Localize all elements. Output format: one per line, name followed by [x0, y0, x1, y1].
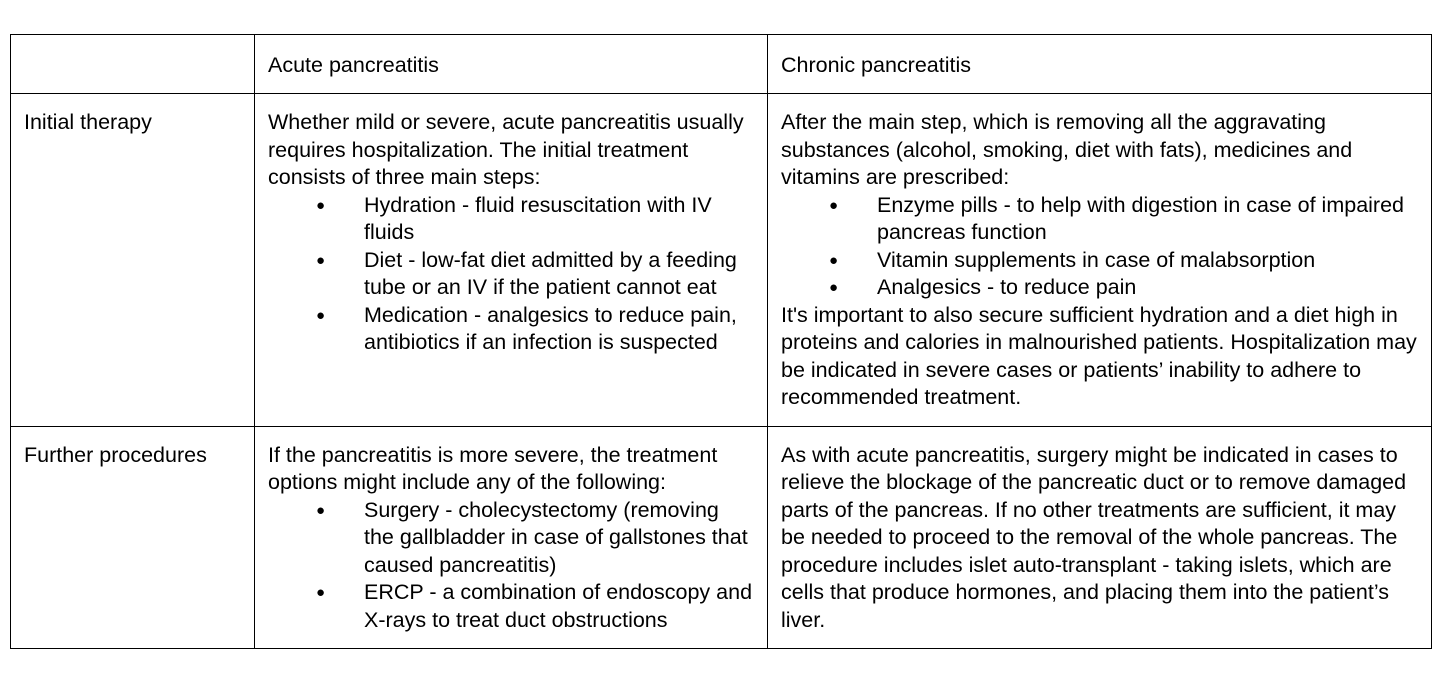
cell-intro-text: If the pancreatitis is more severe, the treatment options might include any of the following:	[268, 442, 718, 494]
header-cell-chronic: Chronic pancreatitis	[768, 35, 1432, 94]
cell-outro-text: It's important to also secure sufficient hydration and a diet high in proteins and calories in malnourished patients. Hospitalization may be indicated in severe cases or patients’ inability to adhere to recommended treatment.	[781, 302, 1417, 409]
list-item: ● Medication - analgesics to reduce pain, antibiotics if an infection is suspected	[268, 302, 754, 357]
bullet-list	[781, 192, 1418, 302]
pancreatitis-treatment-table	[10, 34, 1432, 649]
cell-body-text: As with acute pancreatitis, surgery might be indicated in cases to relieve the blockage of the pancreatic duct or to remove damaged parts of the pancreas. If no other treatments are sufficient, it may be needed to proceed to the removal of the whole pancreas. The procedure includes islet auto-transplant - taking islets, which are cells that produce hormones, and placing them into the patient’s liver.	[781, 442, 1407, 632]
row-label-further-procedures: Further procedures	[11, 426, 255, 649]
table-row-further-procedures	[11, 426, 1432, 649]
list-item: ● Surgery - cholecystectomy (removing the gallbladder in case of gallstones that caused pancreatitis)	[268, 497, 754, 580]
list-item: ● Diet - low-fat diet admitted by a feeding tube or an IV if the patient cannot eat	[268, 247, 754, 302]
cell-chronic-initial-therapy	[768, 94, 1432, 427]
cell-chronic-further-procedures	[768, 426, 1432, 649]
list-item: ● ERCP - a combination of endoscopy and X-rays to treat duct obstructions	[268, 579, 754, 634]
list-item: ● Vitamin supplements in case of malabsorption	[781, 247, 1418, 275]
header-row	[11, 35, 1432, 94]
cell-intro-text: After the main step, which is removing all the aggravating substances (alcohol, smoking, diet with fats), medicines and vitamins are prescribed:	[781, 110, 1353, 189]
cell-intro-text: Whether mild or severe, acute pancreatitis usually requires hospitalization. The initial treatment consists of three main steps:	[268, 110, 744, 189]
header-cell-empty	[11, 35, 255, 94]
list-item: ● Enzyme pills - to help with digestion in case of impaired pancreas function	[781, 192, 1418, 247]
cell-acute-further-procedures	[255, 426, 768, 649]
bullet-list	[268, 192, 754, 357]
row-label-initial-therapy: Initial therapy	[11, 94, 255, 427]
cell-acute-initial-therapy	[255, 94, 768, 427]
table-row-initial-therapy	[11, 94, 1432, 427]
bullet-list	[268, 497, 754, 635]
header-cell-acute: Acute pancreatitis	[255, 35, 768, 94]
list-item: ● Hydration - fluid resuscitation with IV fluids	[268, 192, 754, 247]
list-item: ● Analgesics - to reduce pain	[781, 274, 1418, 302]
